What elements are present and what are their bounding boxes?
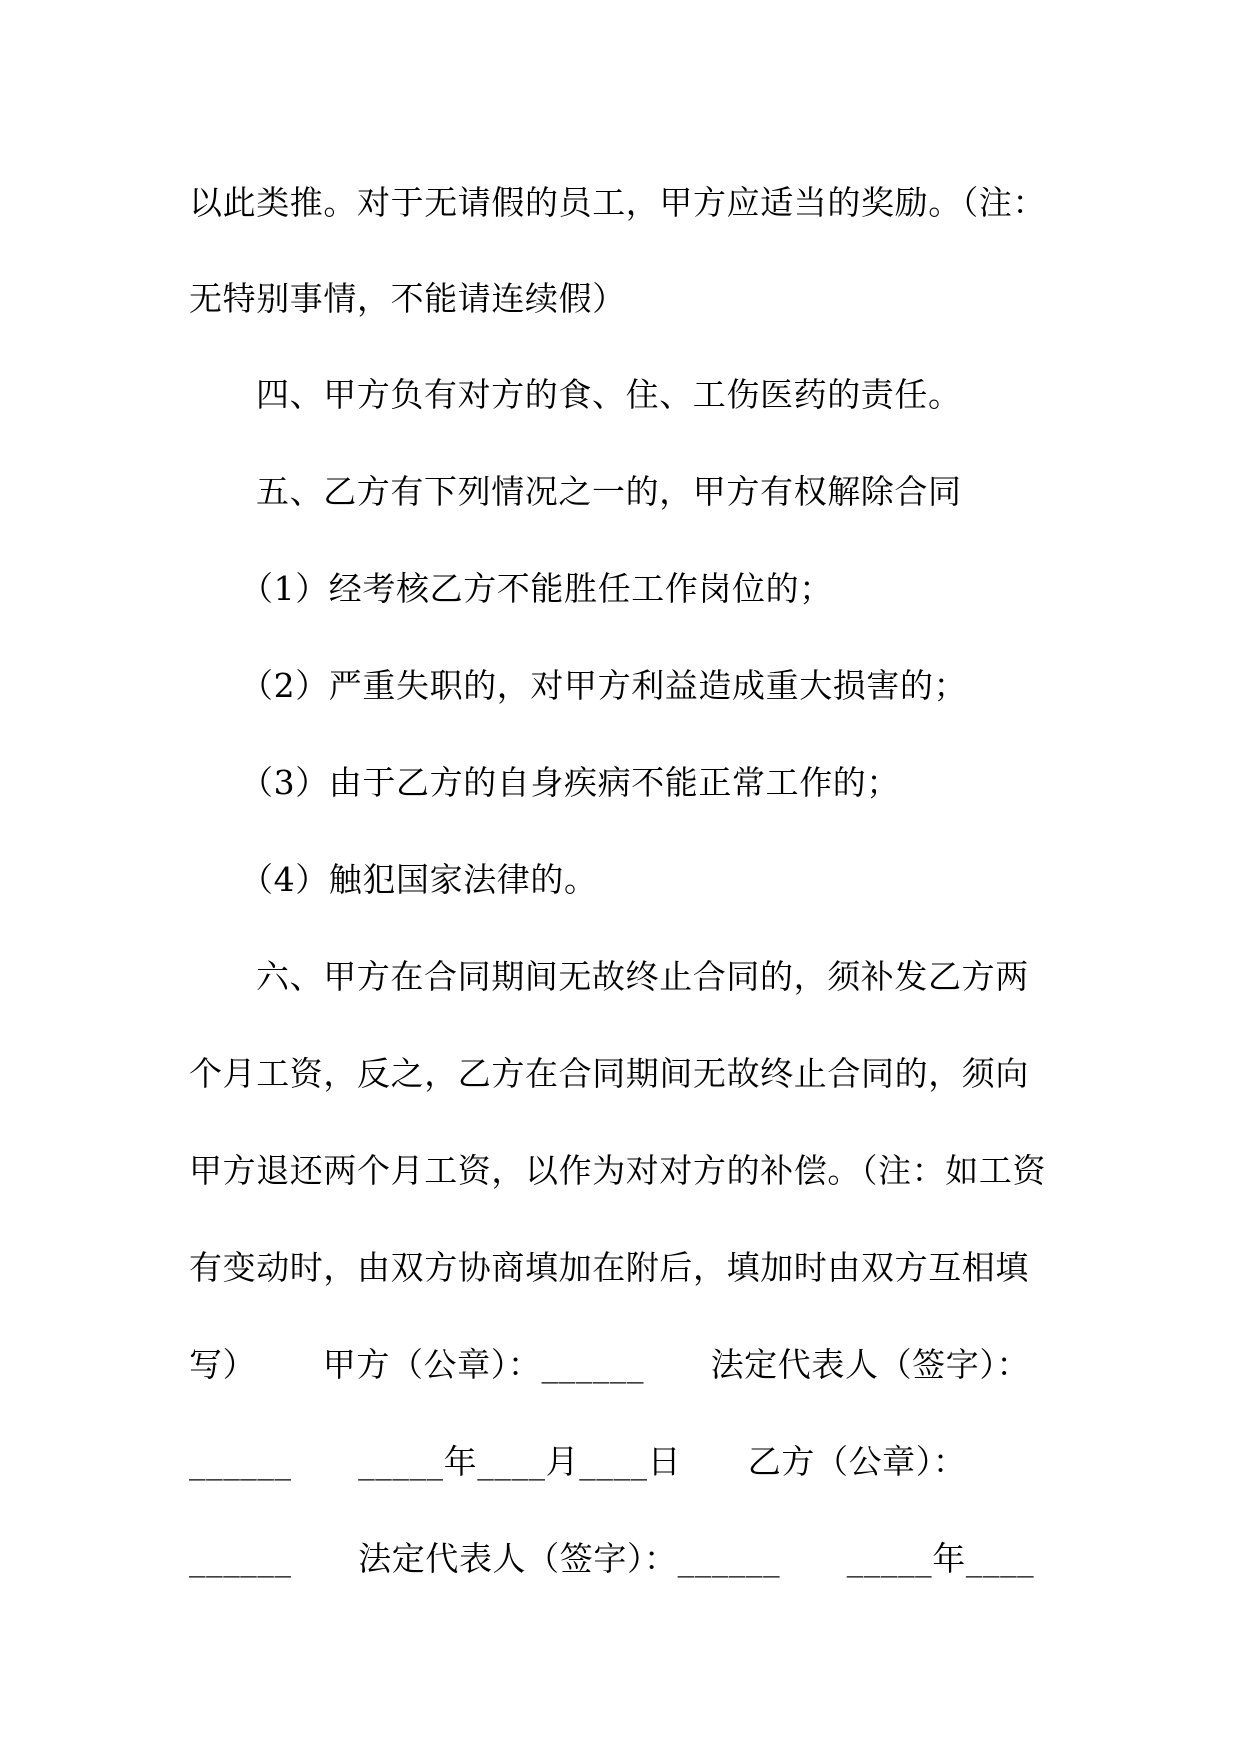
clause-6: 六、甲方在合同期间无故终止合同的，须补发乙方两 <box>256 957 1029 996</box>
signature-line: ______ _____年____月____日 乙方（公章）： <box>189 1442 967 1481</box>
text-line: 有变动时，由双方协商填加在附后，填加时由双方互相填 <box>189 1248 1029 1287</box>
clause-5: 五、乙方有下列情况之一的，甲方有权解除合同 <box>256 472 962 511</box>
text-line: 甲方退还两个月工资，以作为对对方的补偿。（注：如工资 <box>189 1151 1047 1190</box>
list-item: （4）触犯国家法律的。 <box>240 860 598 899</box>
text-line: 以此类推。对于无请假的员工，甲方应适当的奖励。（注： <box>189 183 1047 222</box>
clause-4: 四、甲方负有对方的食、住、工伤医药的责任。 <box>256 375 962 414</box>
signature-line: 写） 甲方（公章）：______ 法定代表人（签字）： <box>189 1345 1031 1384</box>
signature-line: ______ 法定代表人（签字）：______ _____年____ <box>189 1539 1035 1578</box>
text-line: 无特别事情，不能请连续假） <box>189 279 626 318</box>
text-line: 个月工资，反之，乙方在合同期间无故终止合同的，须向 <box>189 1054 1029 1093</box>
list-item: （2）严重失职的，对甲方利益造成重大损害的； <box>240 666 968 705</box>
list-item: （1）经考核乙方不能胜任工作岗位的； <box>240 569 833 608</box>
list-item: （3）由于乙方的自身疾病不能正常工作的； <box>240 763 900 802</box>
